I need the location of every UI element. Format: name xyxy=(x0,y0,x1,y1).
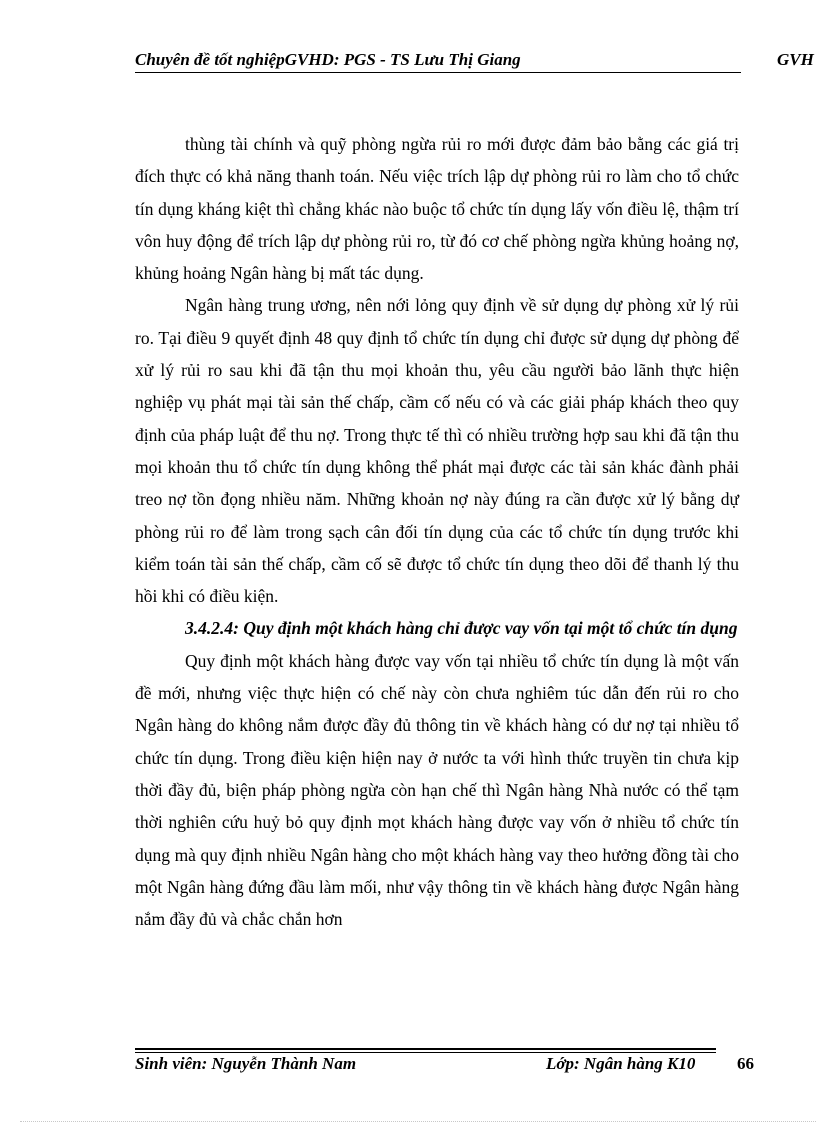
page-edge-divider xyxy=(20,1121,816,1122)
footer-rule-thin xyxy=(135,1052,716,1053)
footer-rule-thick xyxy=(135,1048,716,1050)
page-number: 66 xyxy=(737,1054,754,1073)
paragraph-3: Quy định một khách hàng được vay vốn tại nhiều tổ chức tín dụng là một vấn đề mới, nhưng việc thực hiện có chế này còn chưa nghiêm túc dẫn đến rủi ro cho Ngân hàng do không nắm được đầy đủ thông tin về khách hàng có dư nợ tại nhiều tổ chức tín dụng. Trong điều kiện hiện nay ở nước ta với hình thức truyền tin chưa kịp thời đầy đủ, biện pháp phòng ngừa còn hạn chế thì Ngân hàng Nhà nước có thể tạm thời nghiên cứu huỷ bỏ quy định mọt khách hàng được vay vốn ở nhiều tổ chức tín dụng mà quy định nhiều Ngân hàng cho một khách hàng vay theo hưởng đồng tài cho một Ngân hàng đứng đầu làm mối, như vậy thông tin về khách hàng được Ngân hàng nắm đầy đủ và chắc chắn hơn xyxy=(135,650,739,930)
section-heading: 3.4.2.4: Quy định một khách hàng chỉ được vay vốn tại một tổ chức tín dụng xyxy=(185,618,738,639)
header-rule xyxy=(135,72,741,73)
header-title: Chuyên đề tốt nghiệpGVHD: PGS - TS Lưu Thị Giang xyxy=(135,50,521,69)
header-overflow-text: GVH xyxy=(777,50,814,69)
footer-class: Lớp: Ngân hàng K10 xyxy=(546,1054,696,1073)
document-body xyxy=(135,128,739,935)
paragraph-1: thùng tài chính và quỹ phòng ngừa rủi ro mới được đảm bảo bằng các giá trị đích thực có khả năng thanh toán. Nếu việc trích lập dự phòng rủi ro làm cho tổ chức tín dụng kháng kiệt thì chẳng khác nào buộc tổ chức tín dụng lấy vốn điều lệ, thậm trí vôn huy động để trích lập dự phòng rủi ro, từ đó cơ chế phòng ngừa khủng hoảng nợ, khủng hoảng Ngân hàng bị mất tác dụng. xyxy=(135,134,739,284)
footer-student: Sinh viên: Nguyễn Thành Nam xyxy=(135,1054,357,1073)
paragraph-2: Ngân hàng trung ương, nên nới lỏng quy định về sử dụng dự phòng xử lý rủi ro. Tại điều 9 quyết định 48 quy định tổ chức tín dụng chỉ được sử dụng dự phòng để xử lý rủi ro sau khi đã tận thu mọi khoản thu, yêu cầu người bảo lãnh thực hiện nghiệp vụ phát mại tài sản thế chấp, cầm cố nếu có và các giải pháp khách theo quy định của pháp luật để thu nợ. Trong thực tế thì có nhiều trường hợp sau khi đã tận thu mọi khoản thu tổ chức tín dụng không thể phát mại được các tài sản khác đành phải treo nợ tồn đọng nhiều năm. Những khoản nợ này đúng ra cần được xử lý bằng dự phòng rủi ro để làm trong sạch cân đối tín dụng của các tổ chức tín dụng trước khi kiểm toán tài sản thế chấp, cầm cố sẽ được tổ chức tín dụng theo dõi để thanh lý thu hồi khi có điều kiện. xyxy=(135,295,739,607)
